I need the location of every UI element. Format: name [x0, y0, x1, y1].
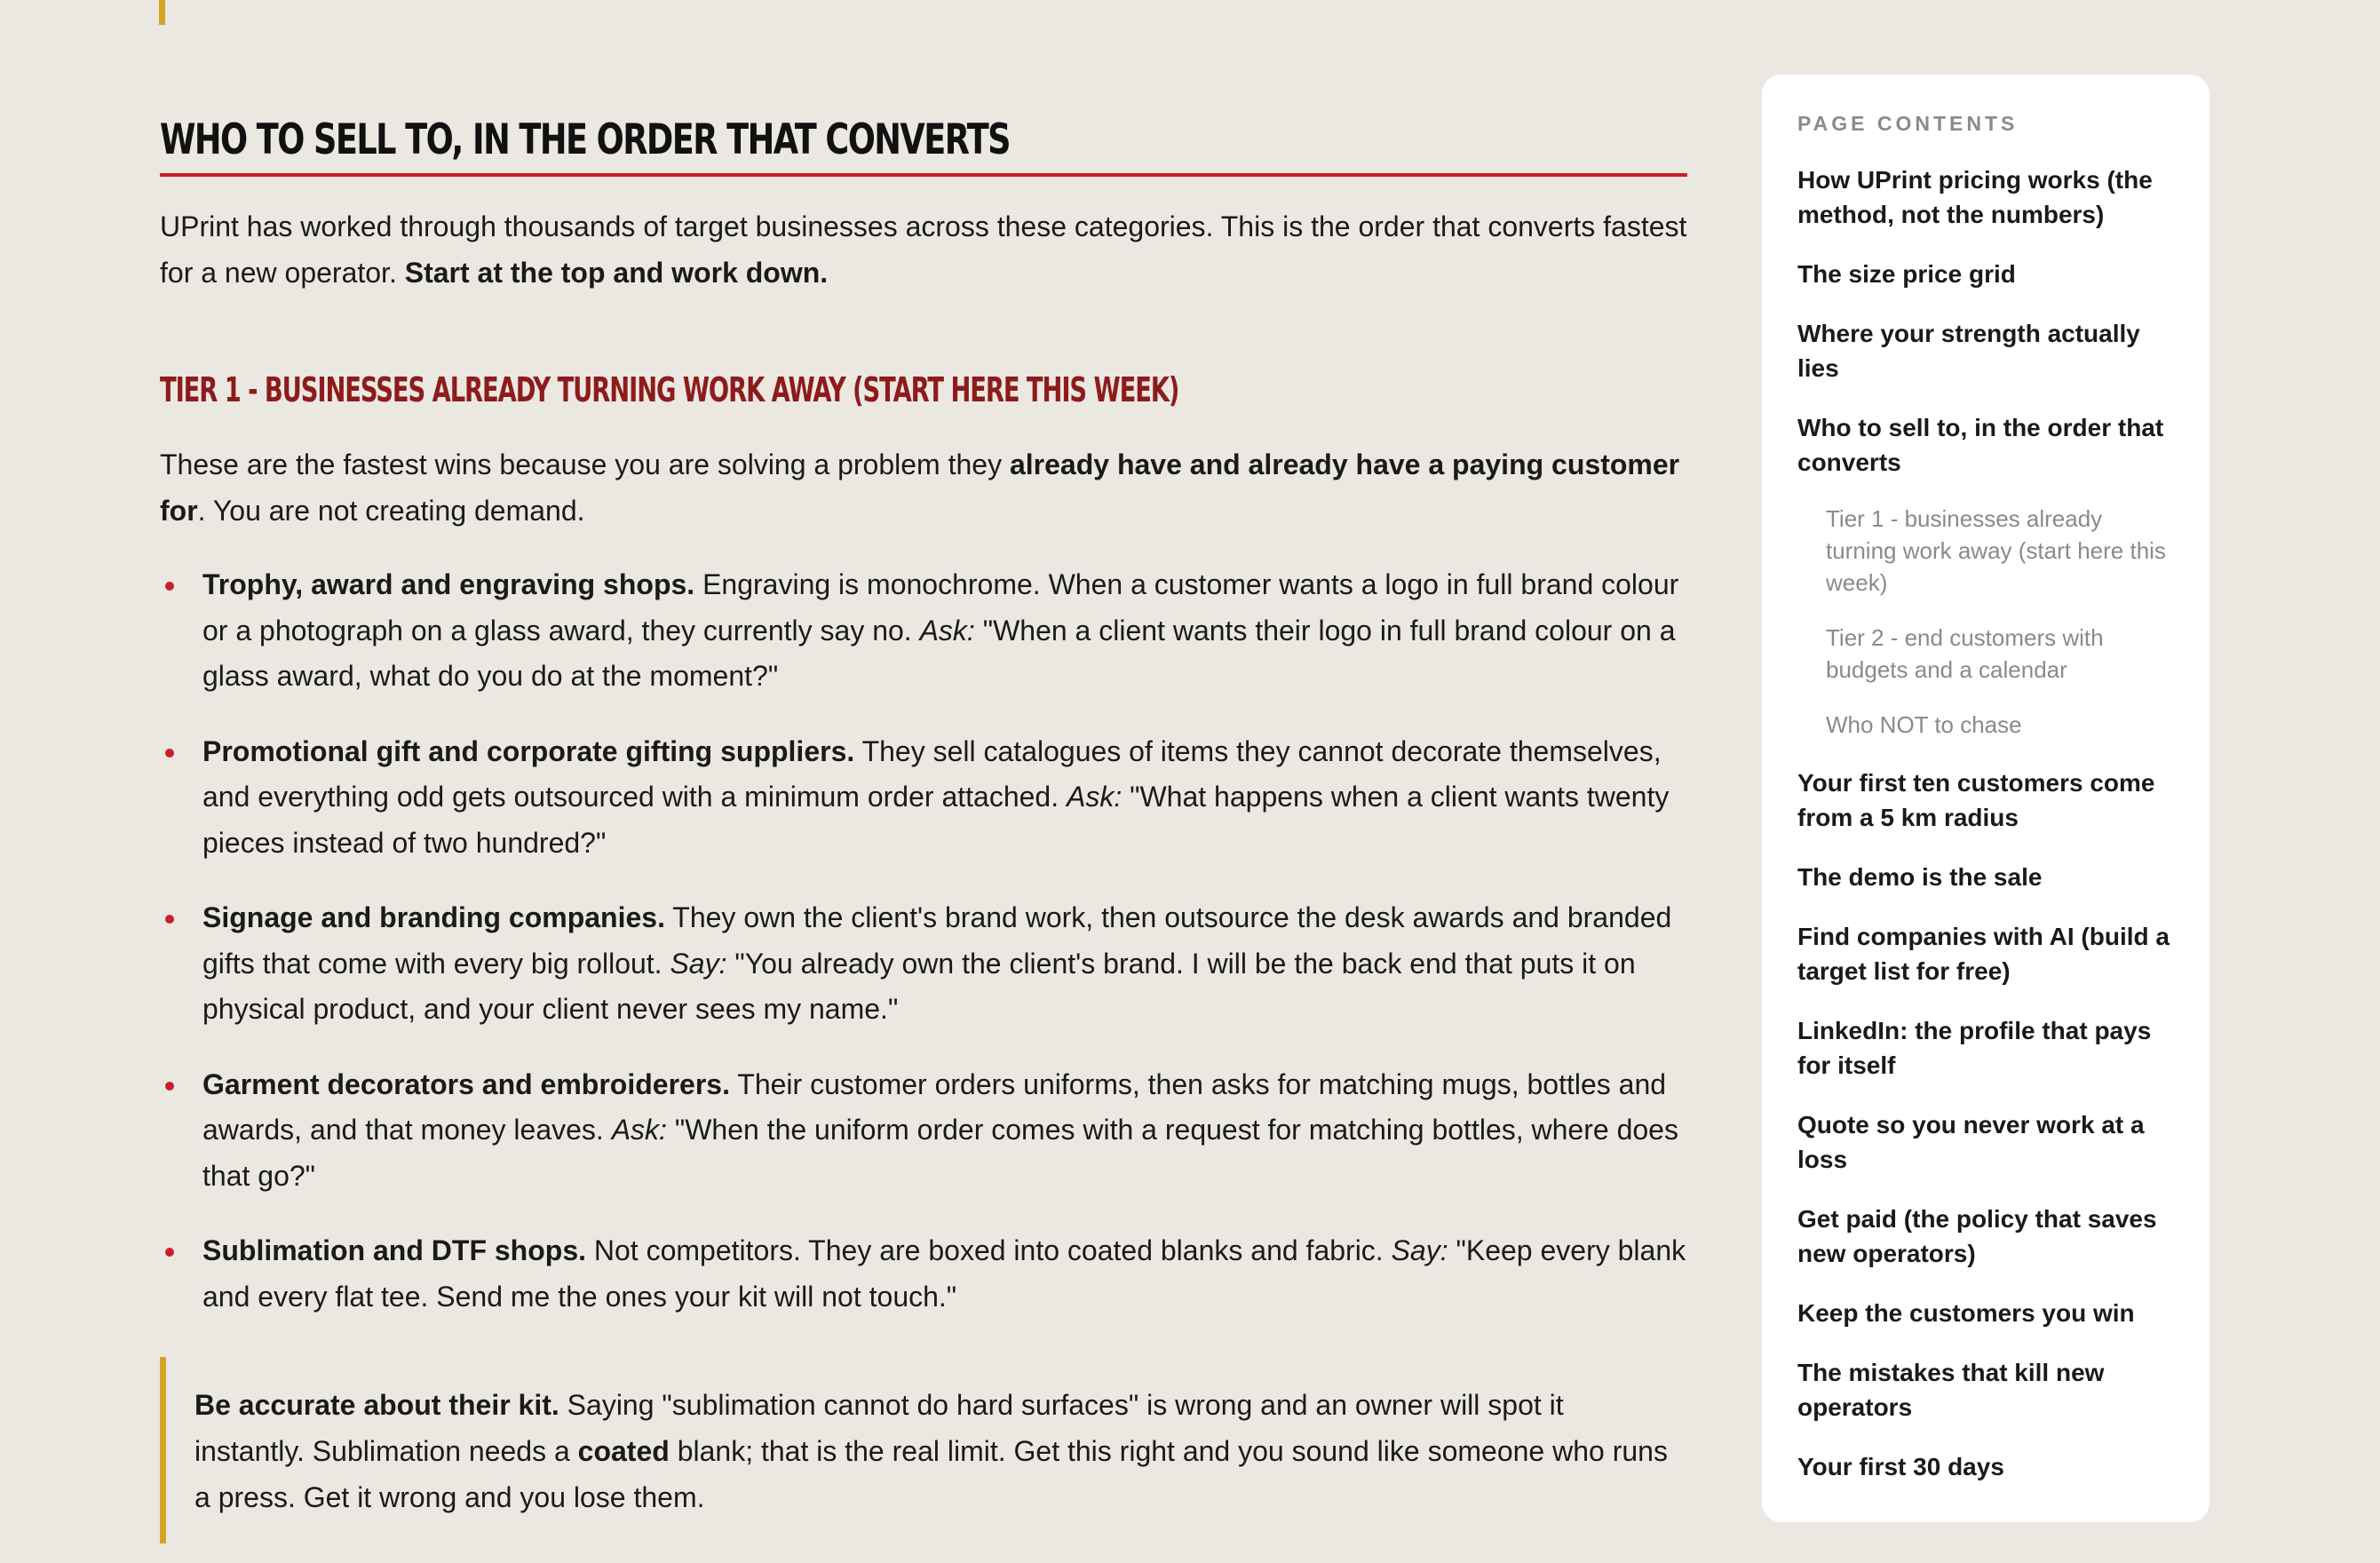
toc-fade [1762, 1492, 2209, 1522]
page-contents-panel [1762, 75, 2209, 1522]
item-name: Trophy, award and engraving shops. [202, 568, 695, 600]
item-quote: "When a client wants their logo in full brand colour on a glass award, what do you do at the moment?" [202, 614, 1676, 692]
bullet-dot-icon [165, 1248, 174, 1257]
item-text: They own the client's brand work, then outsource the desk awards and branded gifts that come with every big rollout. [202, 901, 1672, 980]
item-prompt: Ask: [611, 1114, 667, 1146]
toc-link-keep-customers[interactable]: Keep the customers you win [1797, 1299, 2135, 1327]
tier1-list [160, 562, 1687, 1320]
item-name: Garment decorators and embroiderers. [202, 1067, 730, 1100]
toc-link-get-paid[interactable]: Get paid (the policy that saves new operators) [1797, 1205, 2157, 1267]
item-quote: "When the uniform order comes with a request for matching bottles, where does that go?" [202, 1114, 1678, 1192]
toc-sublink-who-not[interactable]: Who NOT to chase [1826, 711, 2022, 738]
callout-text [194, 1382, 1670, 1520]
item-quote: "What happens when a client wants twenty pieces instead of two hundred?" [202, 781, 1670, 859]
article-main [160, 115, 1687, 1349]
toc-link-first-30[interactable]: Your first 30 days [1797, 1453, 2004, 1480]
intro-bold: Start at the top and work down. [404, 257, 829, 289]
item-prompt: Say: [1391, 1234, 1448, 1266]
item-text: Not competitors. They are boxed into coated blanks and fabric. [586, 1234, 1392, 1266]
section-intro [160, 203, 1687, 296]
tier1-intro-end: . You are not creating demand. [197, 495, 585, 527]
list-item [160, 1062, 1687, 1200]
list-item [160, 562, 1687, 700]
section-heading: WHO TO SELL TO, IN THE ORDER THAT CONVERTS [160, 115, 1011, 164]
toc-link-strength[interactable]: Where your strength actually lies [1797, 320, 2140, 382]
toc-link-quote[interactable]: Quote so you never work at a loss [1797, 1111, 2145, 1173]
list-item [160, 895, 1687, 1033]
item-quote: "You already own the client's brand. I will be the back end that puts it on physical product, and your client never sees my name." [202, 947, 1636, 1025]
item-text: Their customer orders uniforms, then asks for matching mugs, bottles and awards, and that money leaves. [202, 1067, 1667, 1146]
toc-link-size-grid[interactable]: The size price grid [1797, 260, 2016, 288]
item-name: Signage and branding companies. [202, 901, 665, 933]
toc-link-demo[interactable]: The demo is the sale [1797, 863, 2043, 891]
callout-text-b: blank; that is the real limit. Get this right and you sound like someone who runs a press. Get it wrong and you lose them. [194, 1435, 1668, 1513]
toc-sublink-tier1[interactable]: Tier 1 - businesses already turning work away (start here this week) [1826, 505, 2166, 596]
item-prompt: Ask: [1066, 781, 1123, 813]
toc-link-who-to-sell[interactable]: Who to sell to, in the order that converts [1797, 414, 2164, 476]
callout-text-a: Saying "sublimation cannot do hard surfaces" is wrong and an owner will spot it instantly. Sublimation needs a [194, 1389, 1564, 1467]
item-prompt: Ask: [919, 614, 975, 647]
item-name: Sublimation and DTF shops. [202, 1234, 586, 1266]
toc-link-linkedin[interactable]: LinkedIn: the profile that pays for itself [1797, 1017, 2152, 1079]
top-accent-bar [159, 0, 165, 25]
item-text: Engraving is monochrome. When a customer wants a logo in full brand colour or a photograph on a glass award, they currently say no. [202, 568, 1679, 647]
item-quote: "Keep every blank and every flat tee. Send me the ones your kit will not touch." [202, 1234, 1686, 1313]
list-item [160, 729, 1687, 867]
toc-link-find-ai[interactable]: Find companies with AI (build a target list for free) [1797, 923, 2170, 985]
item-name: Promotional gift and corporate gifting suppliers. [202, 734, 855, 767]
tier1-intro [160, 441, 1687, 534]
toc-list [1797, 163, 2174, 1484]
item-text: They sell catalogues of items they cannot decorate themselves, and everything odd gets outsourced with a minimum order attached. [202, 734, 1662, 813]
toc-link-pricing[interactable]: How UPrint pricing works (the method, not the numbers) [1797, 166, 2153, 228]
kit-accuracy-callout [160, 1357, 1670, 1543]
toc-title: PAGE CONTENTS [1797, 112, 2019, 135]
toc-link-first-ten[interactable]: Your first ten customers come from a 5 km radius [1797, 769, 2155, 831]
toc-sublink-tier2[interactable]: Tier 2 - end customers with budgets and a calendar [1826, 624, 2104, 683]
item-prompt: Say: [670, 947, 727, 980]
bullet-dot-icon [165, 749, 174, 758]
list-item [160, 1228, 1687, 1320]
tier1-intro-text: These are the fastest wins because you are solving a problem they [160, 448, 1010, 480]
bullet-dot-icon [165, 582, 174, 591]
tier1-intro-bold: already have and already have a paying customer for [160, 448, 1680, 527]
toc-link-mistakes[interactable]: The mistakes that kill new operators [1797, 1359, 2105, 1421]
bullet-dot-icon [165, 1082, 174, 1091]
intro-text: UPrint has worked through thousands of target businesses across these categories. This is the order that converts fastest for a new operator. [160, 210, 1687, 289]
bullet-dot-icon [165, 915, 174, 924]
callout-bold2: coated [577, 1435, 670, 1467]
callout-bold: Be accurate about their kit. [194, 1389, 559, 1421]
tier1-heading: TIER 1 - BUSINESSES ALREADY TURNING WORK AWAY (START HERE THIS WEEK) [160, 370, 1179, 409]
